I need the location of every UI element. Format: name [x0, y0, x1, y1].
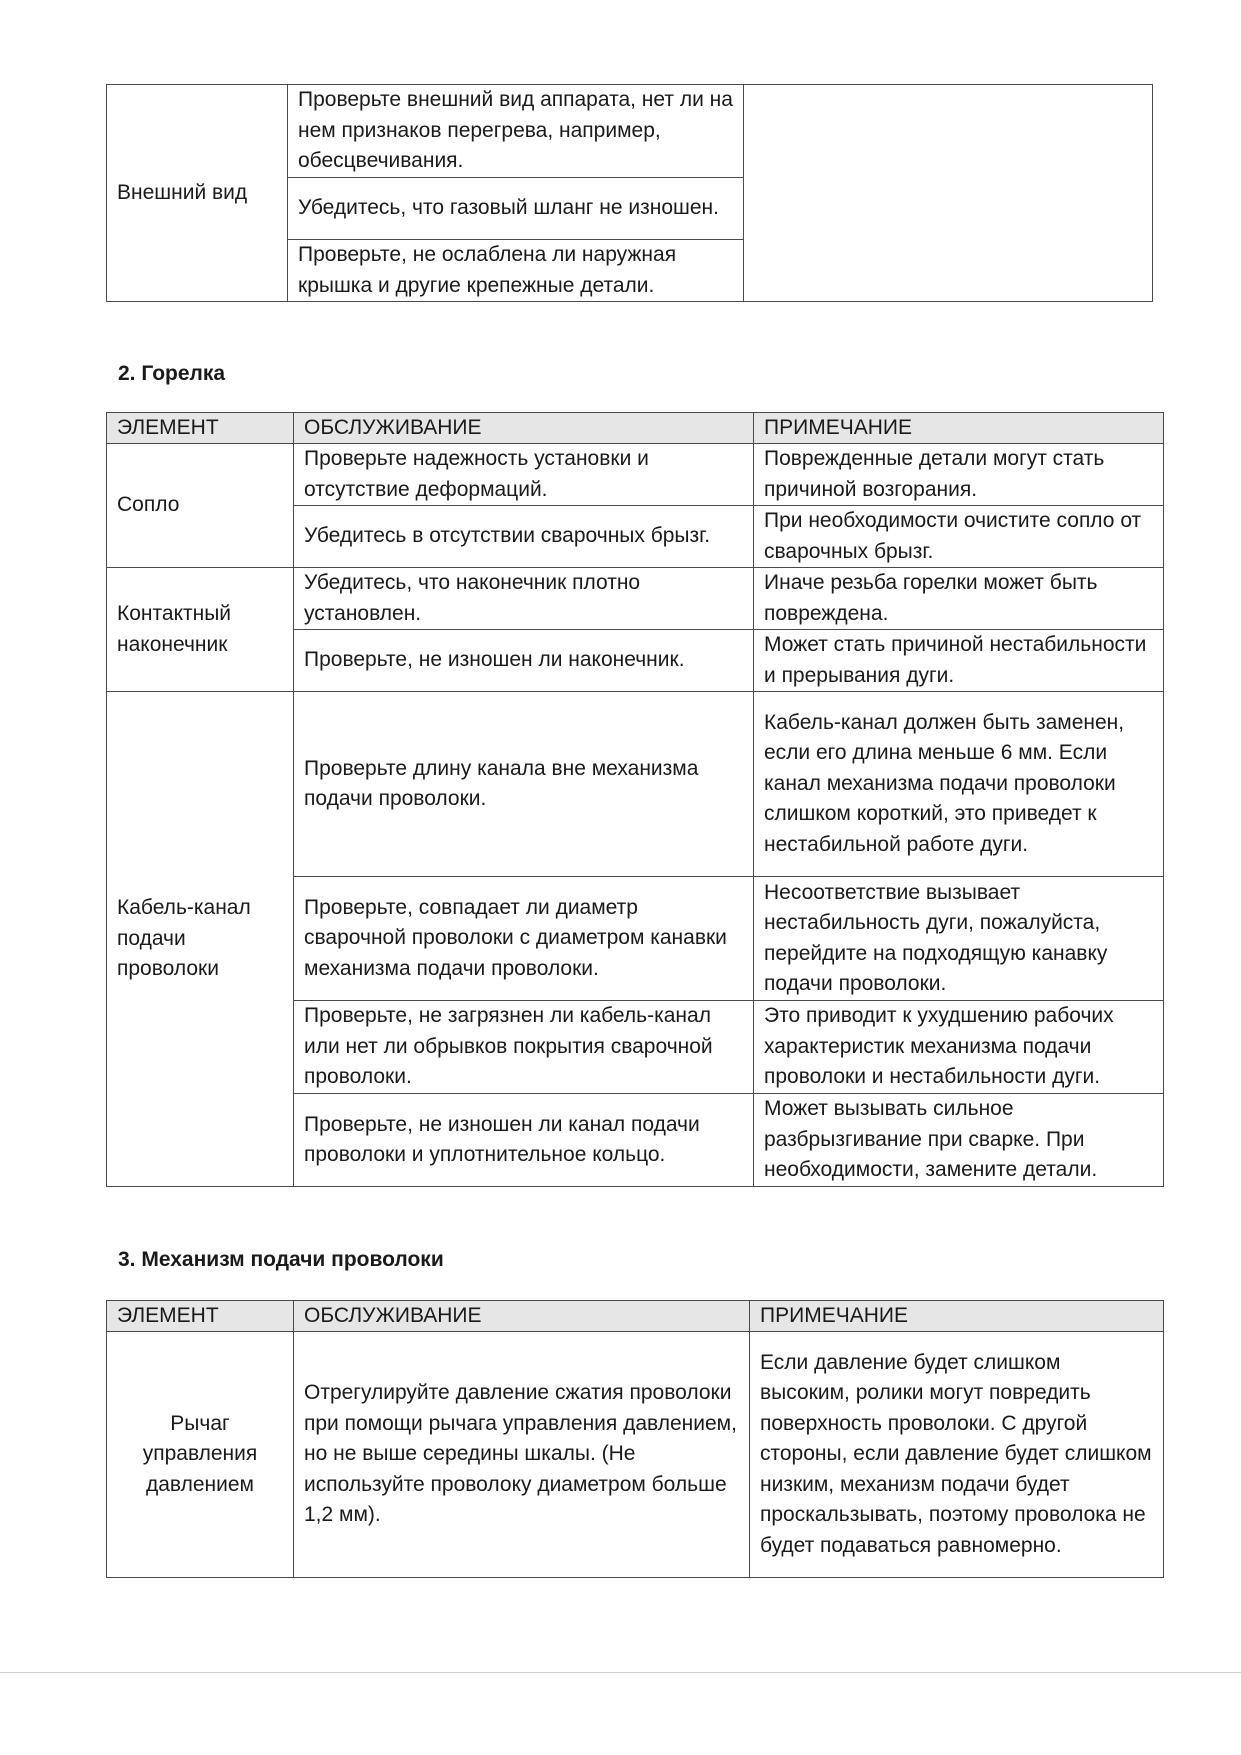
header-note: ПРИМЕЧАНИЕ	[754, 413, 1164, 444]
note-cell: При необходимости очистите сопло от сварочных брызг.	[754, 506, 1164, 568]
note-cell: Иначе резьба горелки может быть повреждена.	[754, 568, 1164, 630]
element-cell: Рычаг управления давлением	[107, 1332, 294, 1578]
header-element: ЭЛЕМЕНТ	[107, 413, 294, 444]
section-heading-wire-feeder: 3. Механизм подачи проволоки	[118, 1248, 444, 1271]
service-cell: Проверьте, не загрязнен ли кабель-канал или нет ли обрывков покрытия сварочной проволоки.	[294, 1001, 754, 1094]
torch-maintenance-table	[106, 412, 1164, 1187]
table-row	[107, 568, 1164, 630]
service-cell: Убедитесь, что газовый шланг не изношен.	[288, 178, 744, 240]
section-heading-torch: 2. Горелка	[118, 362, 226, 385]
service-cell: Проверьте, не ослаблена ли наружная крышка и другие крепежные детали.	[288, 240, 744, 302]
note-cell-empty	[744, 85, 1153, 302]
element-cell: Сопло	[107, 444, 294, 568]
service-cell: Проверьте длину канала вне механизма подачи проволоки.	[294, 692, 754, 877]
table-row	[107, 444, 1164, 506]
wire-feeder-maintenance-table	[106, 1300, 1164, 1578]
appearance-table	[106, 84, 1153, 302]
note-cell: Кабель-канал должен быть заменен, если его длина меньше 6 мм. Если канал механизма подачи проволоки слишком короткий, это приведет к нестабильной работе дуги.	[754, 692, 1164, 877]
header-service: ОБСЛУЖИВАНИЕ	[294, 1301, 750, 1332]
note-cell: Несоответствие вызывает нестабильность дуги, пожалуйста, перейдите на подходящую канавку подачи проволоки.	[754, 877, 1164, 1001]
service-cell: Проверьте, совпадает ли диаметр сварочной проволоки с диаметром канавки механизма подачи проволоки.	[294, 877, 754, 1001]
note-cell: Может вызывать сильное разбрызгивание при сварке. При необходимости, замените детали.	[754, 1094, 1164, 1187]
header-service: ОБСЛУЖИВАНИЕ	[294, 413, 754, 444]
note-cell: Если давление будет слишком высоким, ролики могут повредить поверхность проволоки. С другой стороны, если давление будет слишком низким, механизм подачи будет проскальзывать, поэтому проволока не будет подаваться равномерно.	[750, 1332, 1164, 1578]
element-cell: Внешний вид	[107, 85, 288, 302]
note-cell: Поврежденные детали могут стать причиной возгорания.	[754, 444, 1164, 506]
table-row	[107, 692, 1164, 877]
service-cell: Отрегулируйте давление сжатия проволоки при помощи рычага управления давлением, но не выше середины шкалы. (Не используйте проволоку диаметром больше 1,2 мм).	[294, 1332, 750, 1578]
page-bottom-rule	[0, 1672, 1241, 1673]
element-cell: Контактный наконечник	[107, 568, 294, 692]
note-cell: Может стать причиной нестабильности и прерывания дуги.	[754, 630, 1164, 692]
note-cell: Это приводит к ухудшению рабочих характеристик механизма подачи проволоки и нестабильности дуги.	[754, 1001, 1164, 1094]
table-header-row	[107, 413, 1164, 444]
table-row	[107, 1332, 1164, 1578]
element-cell: Кабель-канал подачи проволоки	[107, 692, 294, 1187]
header-element: ЭЛЕМЕНТ	[107, 1301, 294, 1332]
table-header-row	[107, 1301, 1164, 1332]
header-note: ПРИМЕЧАНИЕ	[750, 1301, 1164, 1332]
service-cell: Убедитесь в отсутствии сварочных брызг.	[294, 506, 754, 568]
service-cell: Проверьте, не изношен ли канал подачи проволоки и уплотнительное кольцо.	[294, 1094, 754, 1187]
service-cell: Проверьте, не изношен ли наконечник.	[294, 630, 754, 692]
service-cell: Проверьте внешний вид аппарата, нет ли на нем признаков перегрева, например, обесцвечивания.	[288, 85, 744, 178]
service-cell: Убедитесь, что наконечник плотно установлен.	[294, 568, 754, 630]
service-cell: Проверьте надежность установки и отсутствие деформаций.	[294, 444, 754, 506]
